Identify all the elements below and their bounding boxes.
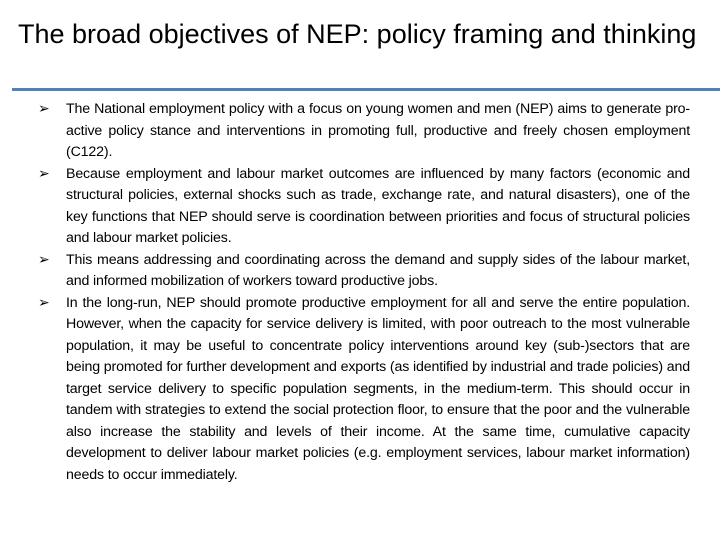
list-item [38,164,690,250]
slide-title: The broad objectives of NEP: policy framing and thinking [18,19,697,49]
bullet-list [38,99,690,486]
bullet-text: This means addressing and coordinating across the demand and supply sides of the labour market, and informed mobilization of workers toward productive jobs. [66,251,690,289]
arrow-bullet-icon: ➢ [38,294,50,311]
title-underline [12,88,720,91]
list-item [38,250,690,293]
arrow-bullet-icon: ➢ [38,251,50,268]
list-item [38,293,690,487]
bullet-text: The National employment policy with a focus on young women and men (NEP) aims to generate pro-active policy stance and interventions in promoting full, productive and freely chosen employment (C122). [66,101,690,160]
list-item [38,99,690,164]
arrow-bullet-icon: ➢ [38,165,50,182]
arrow-bullet-icon: ➢ [38,101,50,117]
bullet-text: Because employment and labour market outcomes are influenced by many factors (economic and structural policies, external shocks such as trade, exchange rate, and natural disasters), one of the key functions that NEP should serve is coordination between priorities and focus of structural policies and labour market policies. [66,165,690,246]
bullet-text: In the long-run, NEP should promote productive employment for all and serve the entire population. However, when the capacity for service delivery is limited, with poor outreach to the most vulnerable population, it may be useful to concentrate policy interventions around key (sub-)sectors that are being promoted for further development and exports (as identified by industrial and trade policies) and target service delivery to specific population segments, in the medium-term. This should occur in tandem with strategies to extend the social protection floor, to ensure that the poor and the vulnerable also increase the stability and levels of their income. At the same time, cumulative capacity development to deliver labour market policies (e.g. employment services, labour market information) needs to occur immediately. [66,294,690,483]
